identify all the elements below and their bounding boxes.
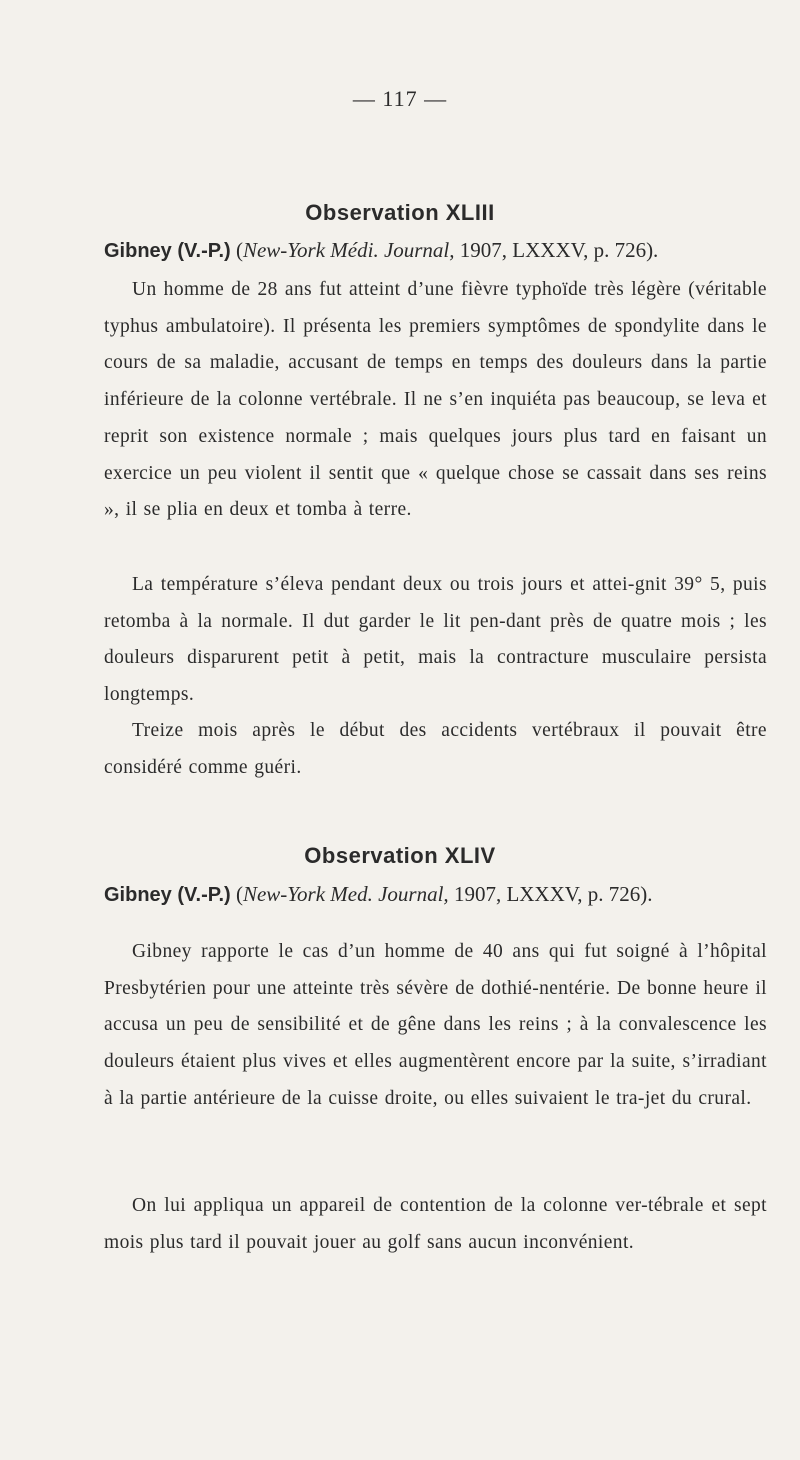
observation-44-paragraph-2: On lui appliqua un appareil de contention de la colonne ver-tébrale et sept mois plus tard il pouvait jouer au golf sans aucun inconvénient. (104, 1195, 767, 1253)
citation-details: 1907, LXXXV, p. 726). (454, 238, 659, 262)
citation-details: 1907, LXXXV, p. 726). (448, 882, 653, 906)
citation-paren: ( (230, 238, 243, 262)
observation-44-paragraph-1: Gibney rapporte le cas d’un homme de 40 ans qui fut soigné à l’hôpital Presbytérien pour une atteinte très sévère de dothié-nentérie. De bonne heure il accusa un peu de sensibilité et de gêne dans les reins ; à la convalescence les douleurs étaient plus vives et elles augmentèrent encore par la suite, s’irradiant à la partie antérieure de la cuisse droite, ou elles suivaient le tra-jet du crural. (104, 941, 767, 1109)
citation-author: Gibney (V.-P.) (104, 240, 231, 262)
citation-author: Gibney (V.-P.) (104, 884, 231, 906)
observation-44-citation (104, 882, 764, 907)
observation-43-paragraph-2: La température s’éleva pendant deux ou trois jours et attei-gnit 39° 5, puis retomba à la normale. Il dut garder le lit pen-dant près de quatre mois ; les douleurs disparurent petit à petit, mais la contracture musculaire persista longtemps. (104, 574, 767, 706)
observation-43-paragraph-3: Treize mois après le début des accidents vertébraux il pouvait être considéré comme guéri. (104, 720, 767, 778)
observation-43-paragraph-1: Un homme de 28 ans fut atteint d’une fièvre typhoïde très légère (véritable typhus ambulatoire). Il présenta les premiers symptômes de spondylite dans le cours de sa maladie, accusant de temps en temps des douleurs dans la partie inférieure de la colonne vertébrale. Il ne s’en inquiéta pas beaucoup, se leva et reprit son existence normale ; mais quelques jours plus tard en faisant un exercice un peu violent il sentit que « quelque chose se cassait dans ses reins », il se plia en deux et tomba à terre. (104, 279, 767, 521)
observation-44-heading: Observation XLIV (304, 843, 496, 868)
page-number: — 117 — (352, 86, 448, 111)
observation-43-heading: Observation XLIII (305, 200, 495, 225)
citation-paren: ( (230, 882, 243, 906)
citation-journal: New-York Med. Journal, (242, 882, 449, 906)
citation-journal: New-York Médi. Journal, (242, 238, 455, 262)
observation-43-citation (104, 238, 764, 263)
